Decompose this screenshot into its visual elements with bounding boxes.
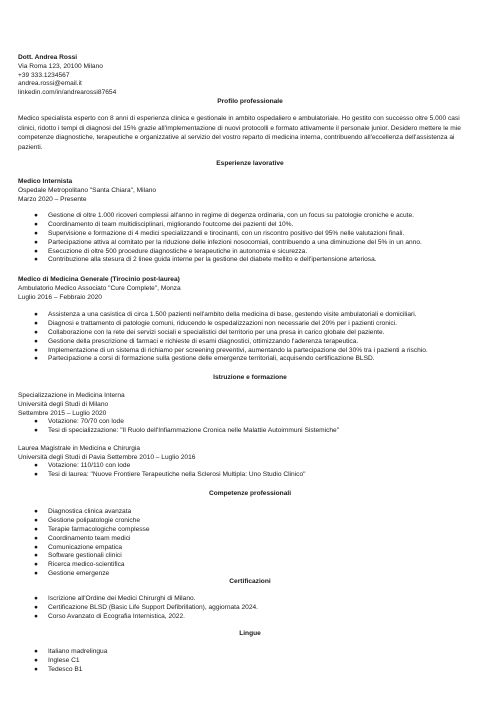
email: andrea.rossi@email.it xyxy=(18,80,82,88)
experience-heading: Esperienze lavorative xyxy=(216,160,284,167)
bullet-icon: ● xyxy=(34,238,38,246)
list-item: ● Gestione della prescrizione di farmaci e richieste di esami diagnostici, ottimizzando l'aderenza terapeutica. xyxy=(34,337,359,345)
education-1 xyxy=(18,392,488,418)
school: Università degli Studi di Pavia Settembre 2010 – Luglio 2016 xyxy=(18,453,196,461)
languages-list xyxy=(0,648,500,675)
bullet-icon: ● xyxy=(34,220,38,228)
languages-heading: Lingue xyxy=(239,630,261,637)
list-item: ● Contribuzione alla stesura di 2 linee guida interne per la gestione del diabete mellito e dell'ipertensione arteriosa. xyxy=(34,256,377,264)
certifications-list xyxy=(0,595,500,622)
bullet-icon: ● xyxy=(34,561,38,569)
bullet-icon: ● xyxy=(34,552,38,560)
bullet-icon: ● xyxy=(34,462,38,469)
list-item: ● Tedesco B1 xyxy=(34,665,83,673)
bullet-icon: ● xyxy=(34,212,38,219)
list-item: ● Votazione: 110/110 con lode xyxy=(34,462,131,469)
profile-line: pazienti. xyxy=(18,143,43,151)
list-item: ● Inglese C1 xyxy=(34,656,80,664)
list-item: ● Gestione polipatologie croniche xyxy=(34,516,141,524)
bullet-icon: ● xyxy=(34,346,38,354)
job-title: Medico Internista xyxy=(18,178,73,185)
job-org: Ambulatorio Medico Associato "Cure Complete", Monza xyxy=(18,284,181,292)
skills-heading: Competenze professionali xyxy=(208,490,292,497)
list-item: ● Diagnosi e trattamento di patologie comuni, riducendo le ospedalizzazioni non necessarie del 20% per i pazienti cronici. xyxy=(34,319,397,327)
list-item: ● Software gestionali clinici xyxy=(34,552,122,560)
bullet-icon: ● xyxy=(34,508,38,515)
list-item: ● Iscrizione all'Ordine dei Medici Chirurghi di Milano. xyxy=(34,595,196,602)
bullet-icon: ● xyxy=(34,319,38,327)
list-item: ● Partecipazione attiva al comitato per la riduzione delle infezioni nosocomiali, contribuendo a una diminuzione del 5% in un anno. xyxy=(34,238,422,246)
profile-line: competenze diagnostiche, terapeutiche e organizzative al servizio del vostro reparto di medicina interna, contribuendo all'eccellenza dell'assistenza ai xyxy=(18,134,455,141)
job-1 xyxy=(18,178,488,204)
job-dates: Marzo 2020 – Presente xyxy=(18,195,87,203)
bullet-icon: ● xyxy=(34,418,38,425)
profile-line: Medico specialista esperto con 8 anni di esperienza clinica e gestionale in ambito ospedaliero e ambulatoriale. Ho gestito con successo oltre 5.000 casi xyxy=(18,115,460,122)
bullet-icon: ● xyxy=(34,355,38,363)
bullet-icon: ● xyxy=(34,648,38,655)
bullet-icon: ● xyxy=(34,570,38,578)
degree: Laurea Magistrale in Medicina e Chirurgia xyxy=(18,445,141,452)
job-2-bullets xyxy=(0,311,500,364)
education-2-bullets xyxy=(0,462,500,480)
education-1-bullets xyxy=(0,418,500,436)
list-item: ● Esecuzione di oltre 500 procedure diagnostiche e terapeutiche in autonomia e sicurezza. xyxy=(34,247,308,255)
list-item: ● Coordinamento di team multidisciplinari, migliorando l'outcome dei pazienti del 10%. xyxy=(34,220,294,228)
list-item: ● Partecipazione a corsi di formazione sulla gestione delle emergenze territoriali, acquisendo certificazione BLSD. xyxy=(34,355,375,363)
bullet-icon: ● xyxy=(34,656,38,664)
profile-heading: Profilo professionale xyxy=(217,98,283,105)
list-item: ● Italiano madrelingua xyxy=(34,648,108,655)
bullet-icon: ● xyxy=(34,337,38,345)
candidate-name: Dott. Andrea Rossi xyxy=(18,54,78,61)
bullet-icon: ● xyxy=(34,247,38,255)
bullet-icon: ● xyxy=(34,311,38,318)
bullet-icon: ● xyxy=(34,426,38,434)
list-item: ● Terapie farmacologiche complesse xyxy=(34,525,150,533)
bullet-icon: ● xyxy=(34,612,38,620)
list-item: ● Ricerca medico-scientifica xyxy=(34,561,125,569)
education-2 xyxy=(18,445,488,463)
bullet-icon: ● xyxy=(34,328,38,336)
list-item: ● Assistenza a una casistica di circa 1.500 pazienti nell'ambito della medicina di base, gestendo visite ambulatoriali e domiciliari. xyxy=(34,311,417,318)
bullet-icon: ● xyxy=(34,229,38,237)
profile-text xyxy=(18,115,486,153)
list-item: ● Diagnostica clinica avanzata xyxy=(34,508,132,515)
list-item: ● Implementazione di un sistema di richiamo per screening preventivi, aumentando la partecipazione del 30% tra i pazienti a rischio. xyxy=(34,346,428,354)
skills-list xyxy=(0,508,500,579)
list-item: ● Collaborazione con la rete dei servizi sociali e specialistici del territorio per una presa in carico globale del paziente. xyxy=(34,328,385,336)
job-1-bullets xyxy=(0,212,500,265)
phone: +39 333.1234567 xyxy=(18,71,70,79)
bullet-icon: ● xyxy=(34,516,38,524)
list-item: ● Comunicazione empatica xyxy=(34,543,123,551)
job-2 xyxy=(18,276,488,302)
bullet-icon: ● xyxy=(34,543,38,551)
address: Via Roma 123, 20100 Milano xyxy=(18,62,103,70)
list-item: ● Gestione di oltre 1.000 ricoveri complessi all'anno in regime di degenza ordinaria, con un focus su patologie croniche e acute. xyxy=(34,212,414,219)
bullet-icon: ● xyxy=(34,470,38,478)
list-item: ● Corso Avanzato di Ecografia Internistica, 2022. xyxy=(34,612,185,620)
job-title: Medico di Medicina Generale (Tirocinio post-laurea) xyxy=(18,276,180,283)
bullet-icon: ● xyxy=(34,665,38,673)
list-item: ● Coordinamento team medici xyxy=(34,534,131,542)
list-item: ● Votazione: 70/70 con lode xyxy=(34,418,124,425)
certifications-heading: Certificazioni xyxy=(229,578,271,585)
list-item: ● Tesi di laurea: "Nuove Frontiere Terapeutiche nella Sclerosi Multipla: Uno Studio Clinico" xyxy=(34,470,306,478)
bullet-icon: ● xyxy=(34,603,38,611)
list-item: ● Tesi di specializzazione: "Il Ruolo dell'Infiammazione Cronica nelle Malattie Autoimmuni Sistemiche" xyxy=(34,426,340,434)
edu-dates: Settembre 2015 – Luglio 2020 xyxy=(18,409,107,417)
bullet-icon: ● xyxy=(34,256,38,264)
list-item: ● Supervisione e formazione di 4 medici specializzandi e tirocinanti, con un riscontro positivo del 95% nelle valutazioni finali. xyxy=(34,229,405,237)
bullet-icon: ● xyxy=(34,595,38,602)
list-item: ● Certificazione BLSD (Basic Life Support Defibrillation), aggiornata 2024. xyxy=(34,603,259,611)
job-dates: Luglio 2016 – Febbraio 2020 xyxy=(18,293,102,301)
bullet-icon: ● xyxy=(34,525,38,533)
bullet-icon: ● xyxy=(34,534,38,542)
linkedin: linkedin.com/in/andrearossi87654 xyxy=(18,89,117,97)
school: Università degli Studi di Milano xyxy=(18,400,109,408)
list-item: ● Gestione emergenze xyxy=(34,570,110,578)
degree: Specializzazione in Medicina Interna xyxy=(18,392,125,399)
profile-line: clinici, ridotto i tempi di diagnosi del 15% grazie all'implementazione di nuovi protocolli e formato attivamente il personale junior. Desidero mettere le mie xyxy=(18,124,461,132)
job-org: Ospedale Metropolitano "Santa Chiara", Milano xyxy=(18,186,157,194)
contact-header xyxy=(18,54,116,98)
education-heading: Istruzione e formazione xyxy=(213,374,287,381)
